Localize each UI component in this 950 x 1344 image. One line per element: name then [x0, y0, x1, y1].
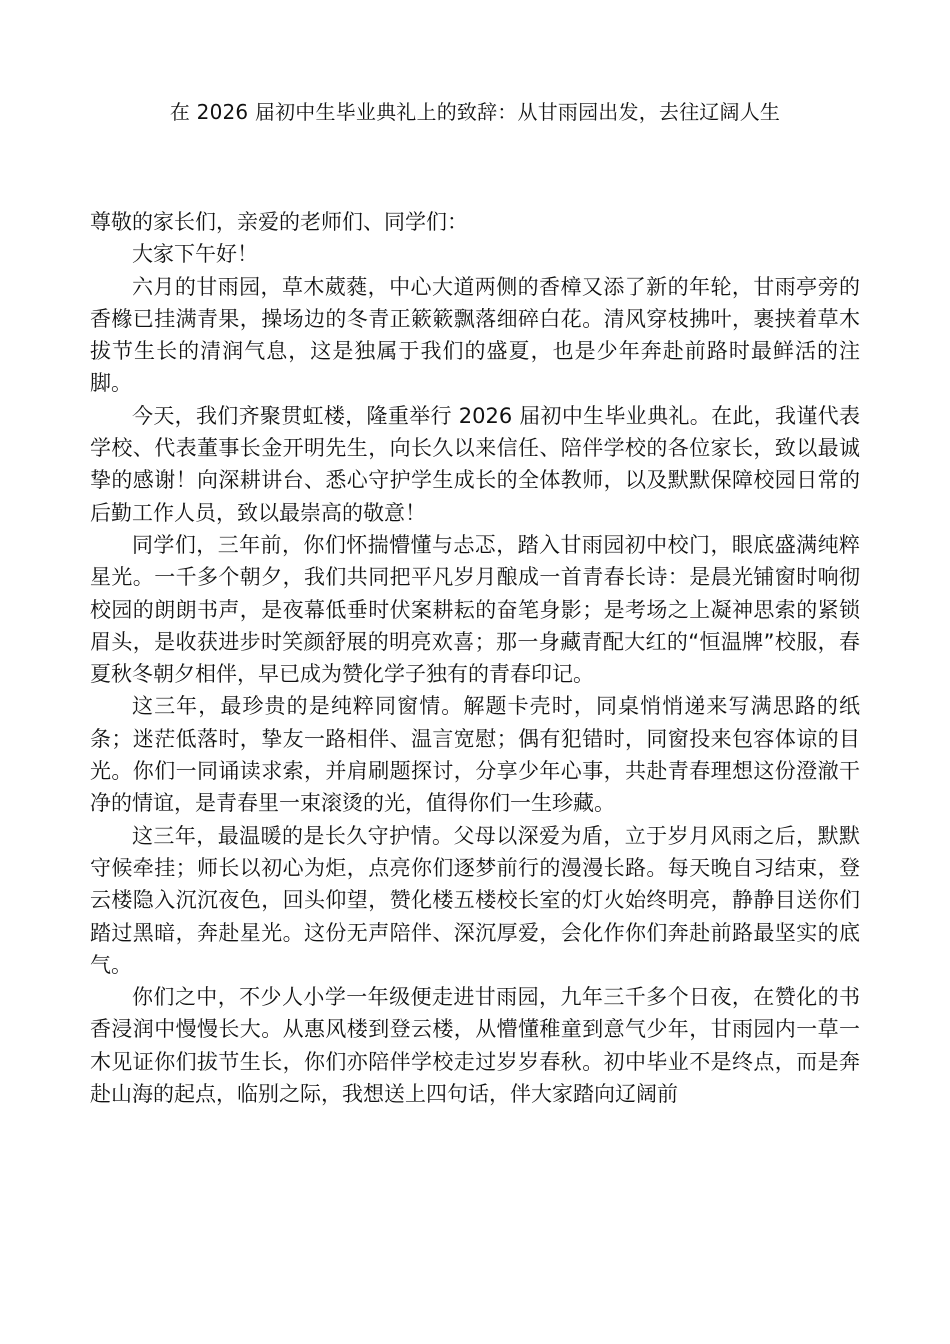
paragraph: 这三年，最温暖的是长久守护情。父母以深爱为盾，立于岁月风雨之后，默默守候牵挂；师长以初心为炬，点亮你们逐梦前行的漫漫长路。每天晚自习结束，登云楼隐入沉沉夜色，回头仰望，赞化楼五楼校长室的灯火始终明亮，静静目送你们踏过黑暗，奔赴星光。这份无声陪伴、深沉厚爱，会化作你们奔赴前路最坚实的底气。: [90, 823, 860, 977]
paragraph: 同学们，三年前，你们怀揣懵懂与忐忑，踏入甘雨园初中校门，眼底盛满纯粹星光。一千多个朝夕，我们共同把平凡岁月酿成一首青春长诗：是晨光铺窗时响彻校园的朗朗书声，是夜幕低垂时伏案耕耘的奋笔身影；是考场之上凝神思索的紧锁眉头，是收获进步时笑颜舒展的明亮欢喜；那一身藏青配大红的“恒温牌”校服，春夏秋冬朝夕相伴，早已成为赞化学子独有的青春印记。: [90, 532, 860, 687]
greeting: 大家下午好！: [132, 242, 258, 267]
paragraph: 这三年，最珍贵的是纯粹同窗情。解题卡壳时，同桌悄悄递来写满思路的纸条；迷茫低落时，挚友一路相伴、温言宽慰；偶有犯错时，同窗投来包容体谅的目光。你们一同诵读求索，并肩刷题探讨，分享少年心事，共赴青春理想这份澄澈干净的情谊，是青春里一束滚烫的光，值得你们一生珍藏。: [90, 694, 860, 816]
paragraph: 今天，我们齐聚贯虹楼，隆重举行 2026 届初中生毕业典礼。在此，我谨代表学校、代表董事长金开明先生，向长久以来信任、陪伴学校的各位家长，致以最诚挚的感谢！向深耕讲台、悉心守护学生成长的全体教师，以及默默保障校园日常的后勤工作人员，致以最崇高的敬意！: [90, 403, 860, 525]
paragraph: 六月的甘雨园，草木葳蕤，中心大道两侧的香樟又添了新的年轮，甘雨亭旁的香橼已挂满青果，操场边的冬青正簌簌飘落细碎白花。清风穿枝拂叶，裹挟着草木拔节生长的清润气息，这是独属于我们的盛夏，也是少年奔赴前路时最鲜活的注脚。: [90, 274, 860, 396]
salutation: 尊敬的家长们，亲爱的老师们、同学们：: [90, 210, 468, 234]
paragraph: 你们之中，不少人小学一年级便走进甘雨园，九年三千多个日夜，在赞化的书香浸润中慢慢长大。从惠风楼到登云楼，从懵懂稚童到意气少年，甘雨园内一草一木见证你们拔节生长，你们亦陪伴学校走过岁岁春秋。初中毕业不是终点，而是奔赴山海的起点，临别之际，我想送上四句话，伴大家踏向辽阔前: [90, 985, 860, 1107]
document-title: 在 2026 届初中生毕业典礼上的致辞：从甘雨园出发，去往辽阔人生: [169, 100, 781, 124]
document-body: [90, 206, 860, 1110]
